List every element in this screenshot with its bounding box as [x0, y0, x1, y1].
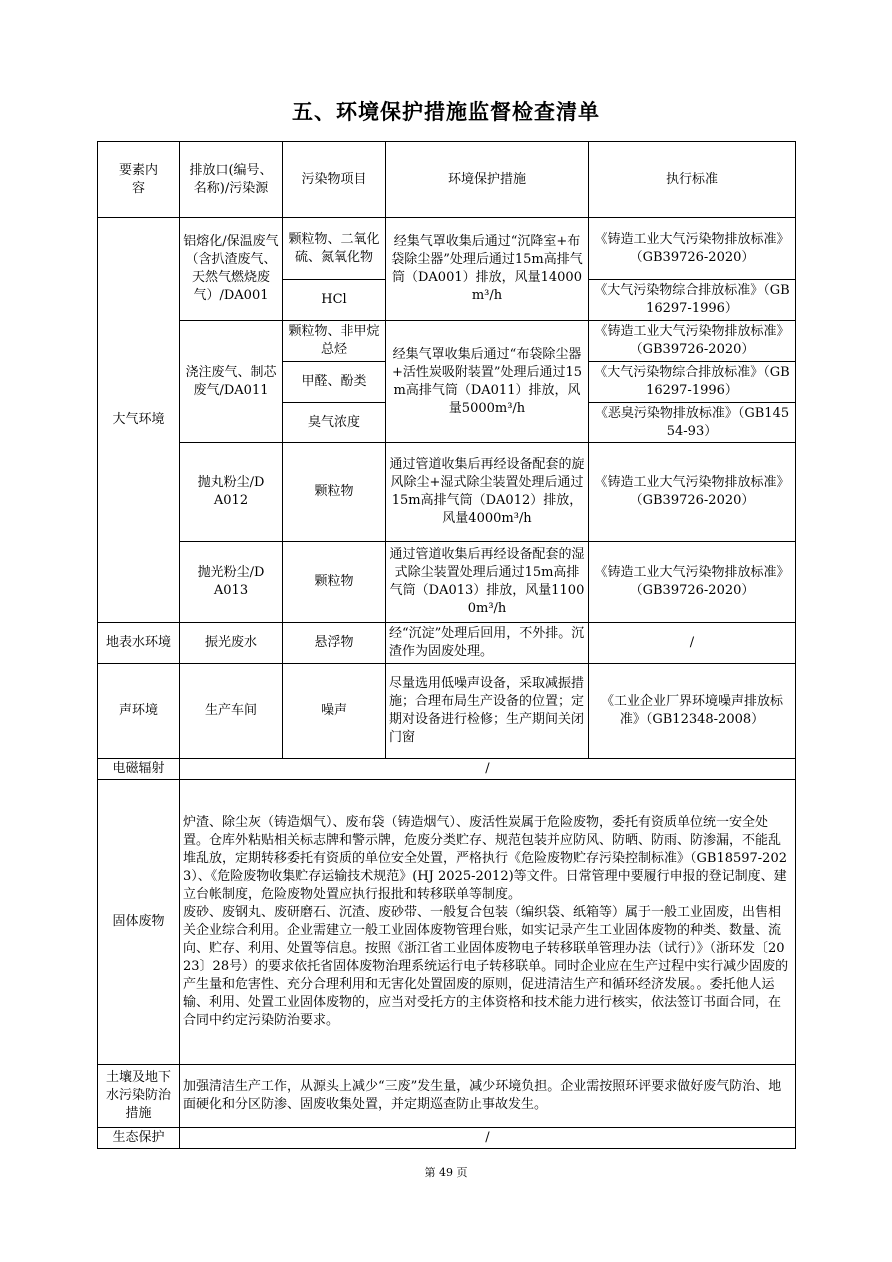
solid-waste-general-paragraph: 废砂、废钢丸、废研磨石、沉渣、废砂带、一般复合包装（编织袋、纸箱等）属于一般工业固废，出售相关企业综合利用。企业需建立一般工业固体废物管理台账，如实记录产生工业固体废物的种类、数量、流向、贮存、利用、处置等信息。按照《浙江省工业固体废物电子转移联单管理办法（试行）》（浙环发〔2023〕28号）的要求依托省固体废物治理系统运行电子转移联单。同时企业应在生产过程中实行减少固废的产生量和危害性、充分合理利用和无害化处置固废的原则，促进清洁生产和循环经济发展。。委托他人运输、利用、处置工业固体废物的，应当对受托方的主体资格和技术能力进行核实，依法签订书面合同，在合同中约定污染防治要求。	[183, 905, 789, 1028]
standard-da013: 《铸造工业大气污染物排放标准》（GB39726-2020）	[589, 542, 796, 623]
header-pollutant: 污染物项目	[283, 142, 386, 218]
pollutant-da001-2: HCl	[283, 280, 386, 321]
standard-da011-3: 《恶臭污染物排放标准》（GB14554-93）	[589, 403, 796, 443]
pollutant-surface-water: 悬浮物	[283, 623, 386, 664]
pollutant-noise: 噪声	[283, 664, 386, 759]
outlet-da013: 抛光粉尘/DA013	[180, 542, 283, 623]
pollutant-da013: 颗粒物	[283, 542, 386, 623]
table-row	[98, 321, 796, 362]
measure-da011: 经集气罩收集后通过“布袋除尘器+活性炭吸附装置”处理后通过15m高排气筒（DA011）排放，风量5000m³/h	[386, 321, 589, 443]
category-noise: 声环境	[98, 664, 180, 759]
category-surface-water: 地表水环境	[98, 623, 180, 664]
solid-waste-hazardous-paragraph: 炉渣、除尘灰（铸造烟气）、废布袋（铸造烟气）、废活性炭属于危险废物，委托有资质单位统一安全处置。仓库外粘贴相关标志牌和警示牌，危废分类贮存、规范包装并应防风、防晒、防雨、防渗漏，不能乱堆乱放，定期转移委托有资质的单位安全处置，严格执行《危险废物贮存污染控制标准》（GB18597-2023）、《危险废物收集贮存运输技术规范》(HJ 2025-2012)等文件。日常管理中要履行申报的登记制度、建立台帐制度，危险废物处置应执行报批和转移联单等制度。	[183, 815, 787, 902]
page-number: 第 49 页	[424, 1166, 468, 1179]
header-standard: 执行标准	[589, 142, 796, 218]
pollutant-da011-1: 颗粒物、非甲烷总烃	[283, 321, 386, 362]
table-row	[98, 1065, 796, 1128]
pollutant-da001-1: 颗粒物、二氧化硫、氮氧化物	[283, 218, 386, 280]
table-row	[98, 780, 796, 1065]
content-em-radiation: /	[180, 759, 796, 780]
table-row	[98, 218, 796, 280]
measure-da012: 通过管道收集后再经设备配套的旋风除尘+湿式除尘装置处理后通过15m高排气筒（DA012）排放，风量4000m³/h	[386, 443, 589, 542]
measure-surface-water: 经“沉淀”处理后回用，不外排。沉渣作为固废处理。	[386, 623, 589, 664]
content-soil: 加强清洁生产工作，从源头上减少“三废”发生量，减少环境负担。企业需按照环评要求做好废气防治、地面硬化和分区防渗、固废收集处置，并定期巡查防止事故发生。	[180, 1065, 796, 1128]
table-row	[98, 542, 796, 623]
standard-da001-1: 《铸造工业大气污染物排放标准》（GB39726-2020）	[589, 218, 796, 280]
category-air: 大气环境	[98, 218, 180, 623]
measure-noise: 尽量选用低噪声设备，采取减振措施；合理布局生产设备的位置；定期对设备进行检修；生产期间关闭门窗	[386, 664, 589, 759]
table-row	[98, 759, 796, 780]
pollutant-da012: 颗粒物	[283, 443, 386, 542]
content-ecology: /	[180, 1128, 796, 1149]
page-title: 五、环境保护措施监督检查清单	[292, 100, 600, 124]
inspection-checklist-table	[97, 141, 796, 1149]
measure-da013: 通过管道收集后再经设备配套的湿式除尘装置处理后通过15m高排气筒（DA013）排放，风量11000m³/h	[386, 542, 589, 623]
standard-surface-water: /	[589, 623, 796, 664]
standard-da012: 《铸造工业大气污染物排放标准》（GB39726-2020）	[589, 443, 796, 542]
header-outlet: 排放口(编号、名称)/污染源	[180, 142, 283, 218]
outlet-da001: 铝熔化/保温废气（含扒渣废气、天然气燃烧废气）/DA001	[180, 218, 283, 321]
category-soil: 土壤及地下水污染防治措施	[98, 1065, 180, 1128]
header-element: 要素内容	[98, 142, 180, 218]
table-row	[98, 443, 796, 542]
outlet-da012: 抛丸粉尘/DA012	[180, 443, 283, 542]
outlet-da011: 浇注废气、制芯废气/DA011	[180, 321, 283, 443]
header-measure: 环境保护措施	[386, 142, 589, 218]
category-ecology: 生态保护	[98, 1128, 180, 1149]
pollutant-da011-2: 甲醛、酚类	[283, 362, 386, 403]
standard-da011-2: 《大气污染物综合排放标准》（GB16297-1996）	[589, 362, 796, 403]
standard-da011-1: 《铸造工业大气污染物排放标准》（GB39726-2020）	[589, 321, 796, 362]
source-noise: 生产车间	[180, 664, 283, 759]
table-row	[98, 1128, 796, 1149]
table-row	[98, 664, 796, 759]
standard-da001-2: 《大气污染物综合排放标准》（GB16297-1996）	[589, 280, 796, 321]
header-row	[98, 142, 796, 218]
category-solid-waste: 固体废物	[98, 780, 180, 1065]
category-em-radiation: 电磁辐射	[98, 759, 180, 780]
content-solid-waste	[180, 780, 796, 1065]
standard-noise: 《工业企业厂界环境噪声排放标准》（GB12348-2008）	[589, 664, 796, 759]
source-surface-water: 振光废水	[180, 623, 283, 664]
table-row	[98, 623, 796, 664]
pollutant-da011-3: 臭气浓度	[283, 403, 386, 443]
measure-da001: 经集气罩收集后通过“沉降室+布袋除尘器”处理后通过15m高排气筒（DA001）排放，风量14000m³/h	[386, 218, 589, 321]
